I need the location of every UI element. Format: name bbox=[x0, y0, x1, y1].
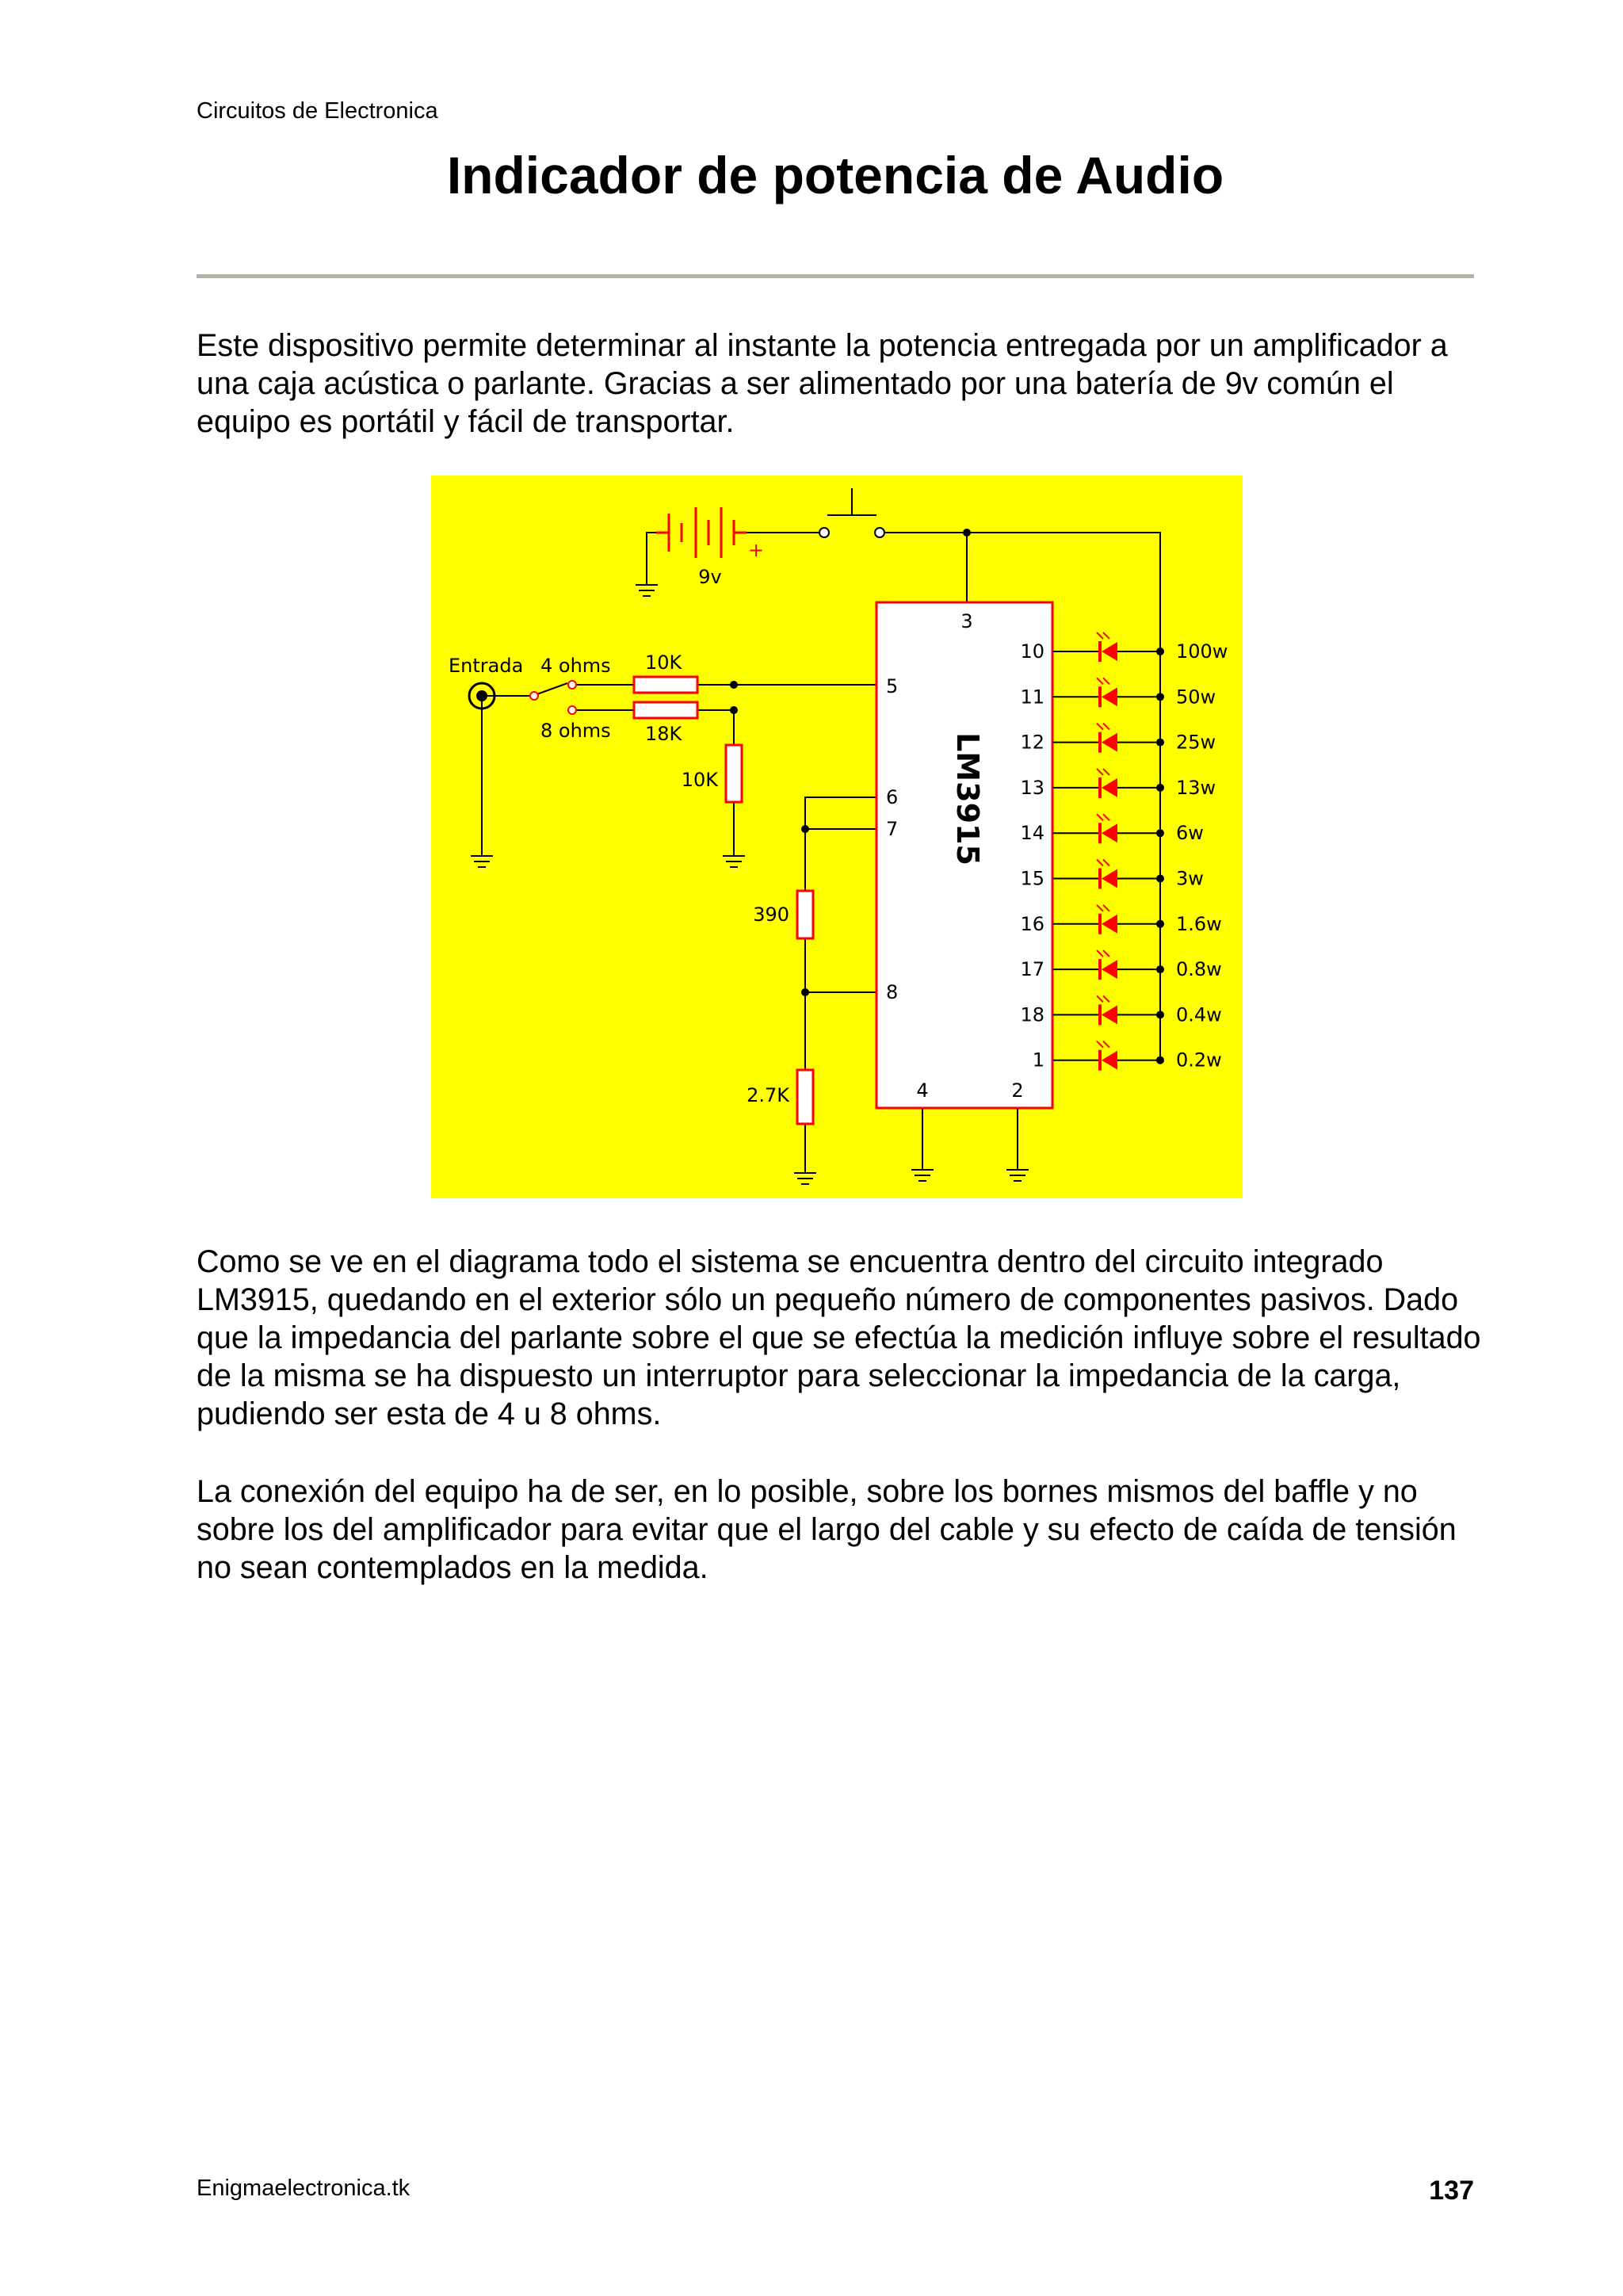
power-label: 50w bbox=[1176, 686, 1216, 709]
power-label: 0.2w bbox=[1176, 1049, 1222, 1072]
pin-label-2: 2 bbox=[1011, 1079, 1024, 1102]
output-pin-label: 15 bbox=[1020, 867, 1044, 890]
chip-label: LM3915 bbox=[950, 732, 985, 865]
led-junction-dot bbox=[1156, 693, 1164, 701]
led-junction-dot bbox=[1156, 1056, 1164, 1064]
power-label: 13w bbox=[1176, 776, 1216, 799]
page-title: Indicador de potencia de Audio bbox=[446, 146, 1224, 204]
output-pin-label: 12 bbox=[1020, 731, 1044, 754]
power-label: 100w bbox=[1176, 640, 1228, 663]
resistor-label-18k: 18K bbox=[645, 723, 682, 745]
led-junction-dot bbox=[1156, 875, 1164, 883]
led-junction-dot bbox=[1156, 920, 1164, 928]
diagram-background bbox=[431, 476, 1243, 1198]
switch-label-8-ohms: 8 ohms bbox=[540, 720, 611, 742]
power-label: 0.4w bbox=[1176, 1003, 1222, 1026]
footer-site: Enigmaelectronica.tk bbox=[197, 2176, 411, 2201]
pin-label-3: 3 bbox=[960, 610, 973, 632]
output-pin-label: 14 bbox=[1020, 822, 1044, 845]
resistor-label-2-7k: 2.7K bbox=[747, 1084, 789, 1106]
output-pin-label: 11 bbox=[1020, 686, 1044, 709]
power-label: 6w bbox=[1176, 822, 1204, 845]
output-pin-label: 18 bbox=[1020, 1003, 1044, 1026]
output-pin-label: 17 bbox=[1020, 958, 1044, 981]
led-junction-dot bbox=[1156, 965, 1164, 973]
power-label: 3w bbox=[1176, 867, 1204, 890]
switch-label-4-ohms: 4 ohms bbox=[540, 655, 611, 677]
output-pin-label: 10 bbox=[1020, 640, 1044, 663]
led-junction-dot bbox=[1156, 784, 1164, 792]
output-pin-label: 13 bbox=[1020, 776, 1044, 799]
battery-plus: + bbox=[748, 539, 765, 561]
battery-label: 9v bbox=[698, 566, 722, 588]
power-label: 0.8w bbox=[1176, 958, 1222, 981]
led-junction-dot bbox=[1156, 829, 1164, 837]
pin-label-5: 5 bbox=[886, 675, 899, 697]
intro-paragraph: Este dispositivo permite determinar al instante la potencia entregada por un amplificador a una caja acústica o parlante. Gracias a ser alimentado por una batería de 9v común el equipo es portátil y fácil de transportar. bbox=[197, 328, 1448, 439]
title-divider bbox=[197, 274, 1474, 278]
output-pin-label: 16 bbox=[1020, 912, 1044, 935]
power-label: 25w bbox=[1176, 731, 1216, 754]
led-junction-dot bbox=[1156, 1010, 1164, 1018]
page-number: 137 bbox=[1429, 2176, 1474, 2206]
output-pin-label: 1 bbox=[1032, 1049, 1044, 1072]
pin-label-8: 8 bbox=[886, 981, 899, 1003]
resistor-label-10k-shunt: 10K bbox=[681, 769, 718, 791]
led-junction-dot bbox=[1156, 648, 1164, 655]
pin-label-4: 4 bbox=[916, 1079, 929, 1102]
led-junction-dot bbox=[1156, 739, 1164, 747]
body-paragraph-1: Como se ve en el diagrama todo el sistema se encuentra dentro del circuito integrado LM3915, quedando en el exterior sólo un pequeño número de componentes pasivos. Dado que la impedancia del parlante sobre el que se efectúa la medición influye sobre el resultado de la misma se ha dispuesto un interruptor para seleccionar la impedancia de la carga, pudiendo ser esta de 4 u 8 ohms. bbox=[197, 1244, 1481, 1431]
pin-label-6: 6 bbox=[886, 786, 899, 808]
body-paragraph-2: La conexión del equipo ha de ser, en lo posible, sobre los bornes mismos del baffle y no sobre los del amplificador para evitar que el largo del cable y su efecto de caída de tensión no sean contemplados en la medida. bbox=[197, 1474, 1457, 1585]
running-header: Circuitos de Electronica bbox=[197, 98, 438, 124]
resistor-label-390: 390 bbox=[753, 904, 789, 926]
power-label: 1.6w bbox=[1176, 912, 1222, 935]
pin-label-7: 7 bbox=[886, 818, 899, 840]
circuit-schematic bbox=[431, 476, 1243, 1198]
circuit-diagram bbox=[431, 476, 1243, 1198]
input-label: Entrada bbox=[449, 655, 524, 677]
resistor-label-10k: 10K bbox=[645, 651, 682, 674]
